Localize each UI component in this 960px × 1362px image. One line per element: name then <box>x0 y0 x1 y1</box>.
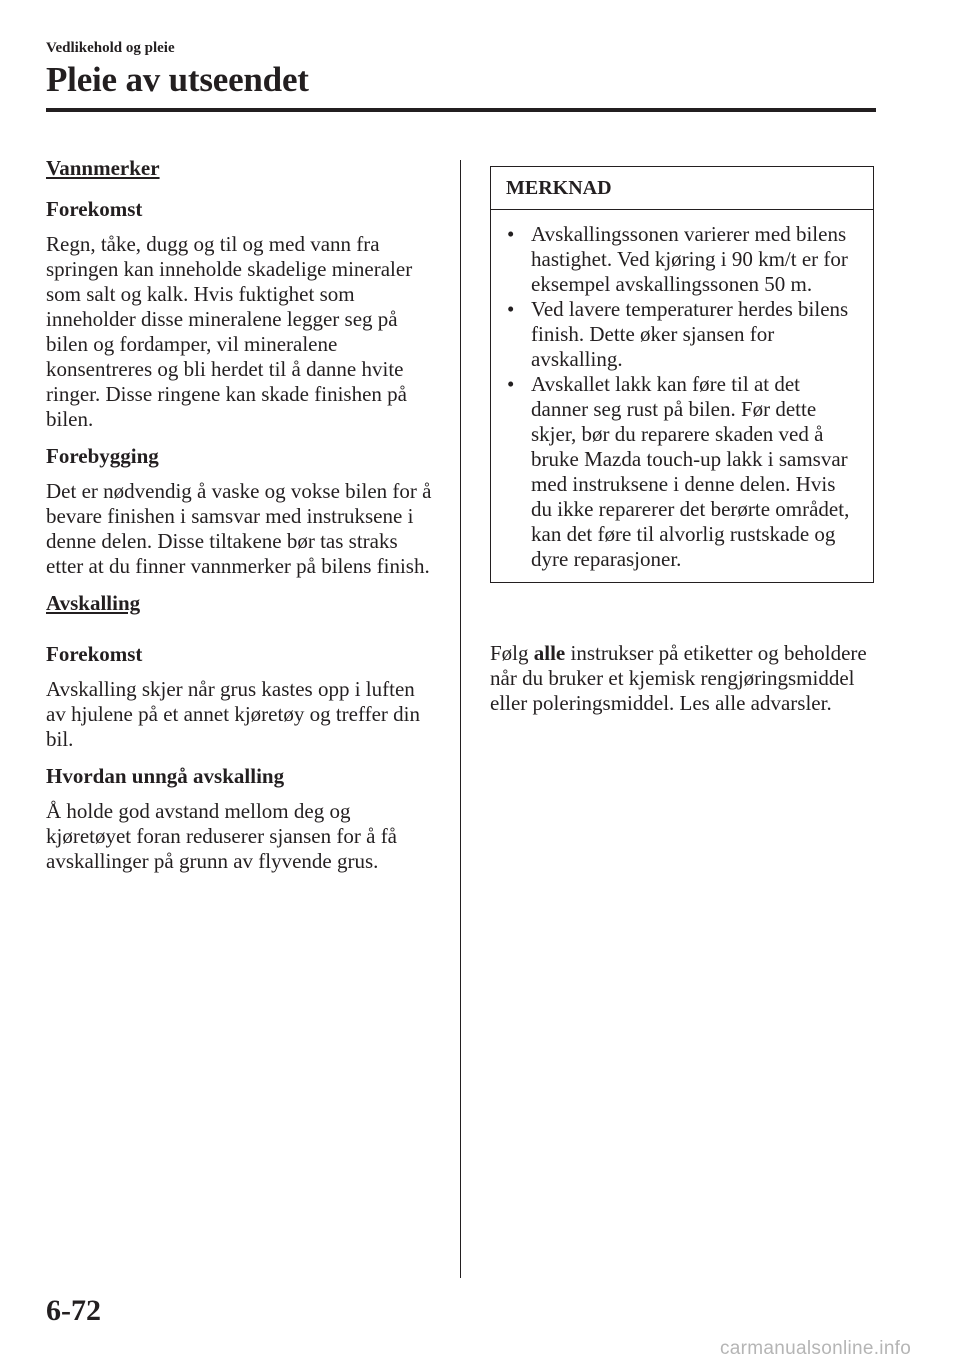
running-head: Vedlikehold og pleie <box>46 40 175 56</box>
subheading-prevention: Forebygging <box>46 444 159 468</box>
note-item-text: Ved lavere temperaturer herdes bilens finish. Dette øker sjansen for avskalling. <box>531 297 849 371</box>
note-list <box>491 210 873 582</box>
note-item <box>505 222 859 297</box>
note-box <box>490 166 874 583</box>
note-item <box>505 297 859 372</box>
page-title: Pleie av utseendet <box>46 60 309 99</box>
paragraph-follow-instructions <box>490 641 875 716</box>
subheading-occurrence: Forekomst <box>46 197 143 221</box>
subheading-chipping-occurrence: Forekomst <box>46 642 143 666</box>
right-column <box>490 166 875 728</box>
follow-emphasis: alle <box>533 641 566 665</box>
paragraph-water-occurrence: Regn, tåke, dugg og til og med vann fra springen kan inneholde skadelige mineraler som salt og kalk. Hvis fuktighet som inneholder disse mineralene legger seg på bilen og fordamper, vil mineralene konsentreres og bli herdet til å danne hvite ringer. Disse ringene kan skade finishen på bilen. <box>46 232 413 431</box>
follow-prefix: Følg <box>490 641 534 665</box>
bullet-icon: • <box>507 372 515 396</box>
paragraph-water-prevention: Det er nødvendig å vaske og vokse bilen for å bevare finishen i samsvar med instruksene i denne delen. Disse tiltakene bør tas straks etter at du finner vannmerker på bilens finish. <box>46 479 432 578</box>
subheading-avoid-chipping: Hvordan unngå avskalling <box>46 764 285 788</box>
page-number: 6-72 <box>46 1294 101 1327</box>
paragraph-avoid-chipping: Å holde god avstand mellom deg og kjøretøyet foran reduserer sjansen for å få avskallinger på grunn av flyvende grus. <box>46 799 398 873</box>
bullet-icon: • <box>507 297 515 321</box>
note-item-text: Avskallet lakk kan føre til at det danner seg rust på bilen. Før dette skjer, bør du reparere skaden ved å bruke Mazda touch-up lakk i samsvar med instruksene i denne delen. Hvis du ikke reparerer det berørte området, kan det føre til alvorlig rustskade og dyre reparasjoner. <box>531 372 850 571</box>
section-title-water-spots: Vannmerker <box>46 156 160 180</box>
left-column <box>46 156 438 886</box>
note-item-text: Avskallingssonen varierer med bilens hastighet. Ved kjøring i 90 km/t er for eksempel avskallingssonen 50 m. <box>531 222 848 296</box>
paragraph-chipping-occurrence: Avskalling skjer når grus kastes opp i luften av hjulene på et annet kjøretøy og treffer din bil. <box>46 677 420 751</box>
watermark: carmanualsonline.info <box>720 1338 912 1359</box>
note-item <box>505 372 859 572</box>
note-heading: MERKNAD <box>491 167 873 210</box>
title-rule <box>46 108 876 112</box>
section-title-chipping: Avskalling <box>46 591 141 615</box>
follow-suffix: instrukser på etiketter og beholdere når du bruker et kjemisk rengjøringsmiddel eller poleringsmiddel. Les alle advarsler. <box>490 641 867 715</box>
bullet-icon: • <box>507 222 515 246</box>
column-divider <box>460 160 461 1278</box>
